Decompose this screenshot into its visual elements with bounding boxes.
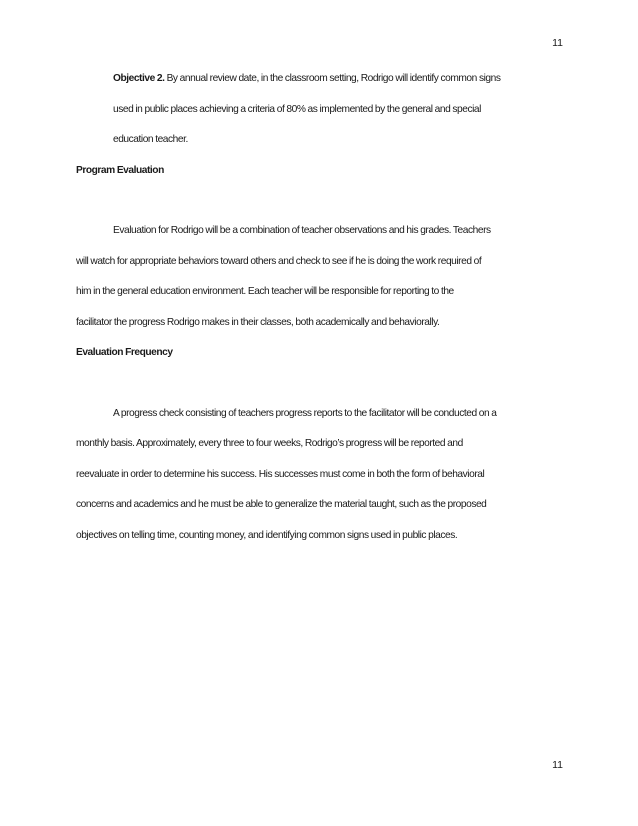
evaluation-frequency-line-5: objectives on telling time, counting money, and identifying common signs used in public places. <box>76 529 458 541</box>
evaluation-frequency-line-4: concerns and academics and he must be able to generalize the material taught, such as the proposed <box>76 499 487 510</box>
document-body <box>76 72 568 559</box>
page-number-top: 11 <box>552 37 563 49</box>
evaluation-frequency-line-3: reevaluate in order to determine his success. His successes must come in both the form of behavioral <box>76 468 485 480</box>
program-evaluation-line-3: him in the general education environment. Each teacher will be responsible for reporting to the <box>76 286 454 297</box>
objective-line-3: education teacher. <box>113 134 188 145</box>
objective-label: Objective 2. <box>113 73 165 84</box>
evaluation-frequency-line-2: monthly basis. Approximately, every three to four weeks, Rodrigo’s progress will be reported and <box>76 438 463 449</box>
objective-line-1-text: By annual review date, in the classroom setting, Rodrigo will identify common signs <box>164 73 501 84</box>
heading-evaluation-frequency: Evaluation Frequency <box>76 347 173 358</box>
heading-program-evaluation: Program Evaluation <box>76 164 164 176</box>
evaluation-frequency-line-1: A progress check consisting of teachers progress reports to the facilitator will be conducted on a <box>113 407 497 419</box>
objective-line-2: used in public places achieving a criteria of 80% as implemented by the general and special <box>113 103 481 115</box>
program-evaluation-line-4: facilitator the progress Rodrigo makes in their classes, both academically and behaviorally. <box>76 316 440 328</box>
objective-line-1 <box>76 72 568 103</box>
program-evaluation-line-2: will watch for appropriate behaviors toward others and check to see if he is doing the work required of <box>76 255 482 267</box>
program-evaluation-line-1: Evaluation for Rodrigo will be a combination of teacher observations and his grades. Teachers <box>113 225 491 236</box>
page-number-bottom: 11 <box>552 759 563 771</box>
